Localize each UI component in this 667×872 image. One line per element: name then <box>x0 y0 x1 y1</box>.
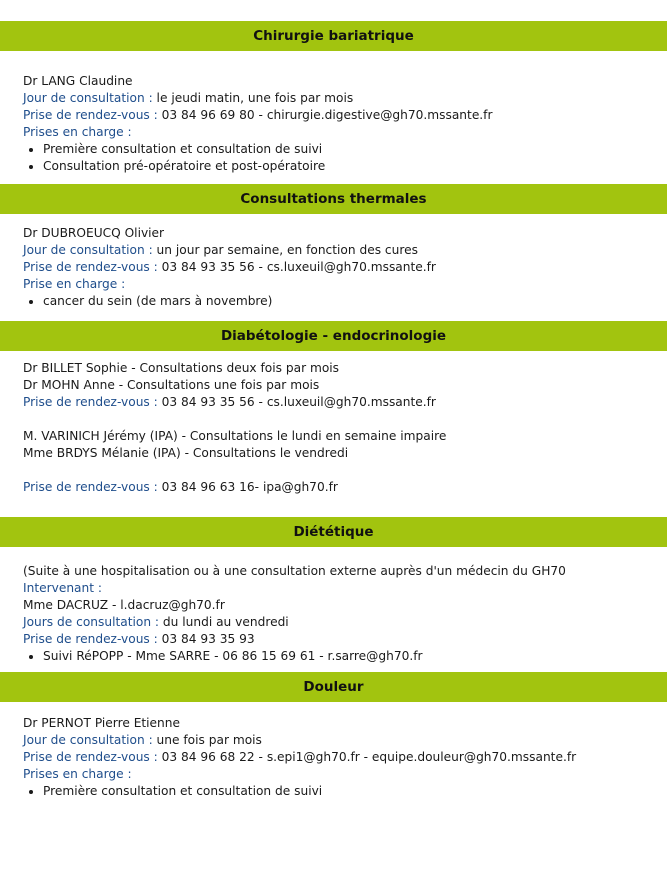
appointment-value: 03 84 93 35 56 - cs.luxeuil@gh70.mssante.fr <box>157 260 436 274</box>
doctor-name: Dr PERNOT Pierre Etienne <box>23 716 181 730</box>
list-item: Première consultation et consultation de suivi <box>23 141 653 158</box>
care-list <box>23 648 653 665</box>
ipa-line: Mme BRDYS Mélanie (IPA) - Consultations le vendredi <box>23 446 349 460</box>
appointment <box>23 631 653 648</box>
consultation-day-label: Jour de consultation : <box>23 91 153 105</box>
appointment-value: 03 84 96 69 80 - chirurgie.digestive@gh70.mssante.fr <box>157 108 493 122</box>
spacer <box>23 411 653 428</box>
section-body-consultations-thermales <box>23 225 653 310</box>
appointment <box>23 479 653 496</box>
appointment <box>23 259 653 276</box>
consultation-day-value: une fois par mois <box>152 733 262 747</box>
care-list <box>23 141 653 175</box>
consultation-day-value: un jour par semaine, en fonction des cures <box>152 243 418 257</box>
list-item: cancer du sein (de mars à novembre) <box>23 293 653 310</box>
section-header-consultations-thermales: Consultations thermales <box>0 184 667 214</box>
doctor-name: Dr LANG Claudine <box>23 74 133 88</box>
spacer <box>23 462 653 479</box>
section-header-douleur: Douleur <box>0 672 667 702</box>
appointment-label: Prise de rendez-vous : <box>23 480 158 494</box>
consultation-day-label: Jour de consultation : <box>23 733 153 747</box>
appointment <box>23 394 653 411</box>
consultation-days-label: Jours de consultation : <box>23 615 160 629</box>
section-body-diabetologie-endocrinologie <box>23 360 653 496</box>
appointment-label: Prise de rendez-vous : <box>23 395 158 409</box>
appointment-label: Prise de rendez-vous : <box>23 750 158 764</box>
appointment-label: Prise de rendez-vous : <box>23 108 158 122</box>
section-body-dietetique <box>23 563 653 665</box>
care-label: Prises en charge : <box>23 767 132 781</box>
ipa-line: M. VARINICH Jérémy (IPA) - Consultations le lundi en semaine impaire <box>23 429 447 443</box>
consultation-day-value: le jeudi matin, une fois par mois <box>152 91 354 105</box>
doctor-line: Dr BILLET Sophie - Consultations deux fois par mois <box>23 361 340 375</box>
section-header-chirurgie-bariatrique: Chirurgie bariatrique <box>0 21 667 51</box>
section-header-dietetique: Diététique <box>0 517 667 547</box>
care-list <box>23 783 653 800</box>
section-header-diabetologie-endocrinologie: Diabétologie - endocrinologie <box>0 321 667 351</box>
intro-text: (Suite à une hospitalisation ou à une consultation externe auprès d'un médecin du GH70 <box>23 564 566 578</box>
intervenant-label: Intervenant : <box>23 581 102 595</box>
list-item: Première consultation et consultation de suivi <box>23 783 653 800</box>
appointment-value: 03 84 96 63 16- ipa@gh70.fr <box>157 480 338 494</box>
list-item: Suivi RéPOPP - Mme SARRE - 06 86 15 69 61 - r.sarre@gh70.fr <box>23 648 653 665</box>
appointment-value: 03 84 96 68 22 - s.epi1@gh70.fr - equipe.douleur@gh70.mssante.fr <box>157 750 577 764</box>
doctor-line: Dr MOHN Anne - Consultations une fois par mois <box>23 378 320 392</box>
consultation-days-value: du lundi au vendredi <box>159 615 289 629</box>
consultation-day <box>23 90 653 107</box>
appointment-label: Prise de rendez-vous : <box>23 632 158 646</box>
appointment-label: Prise de rendez-vous : <box>23 260 158 274</box>
consultation-day <box>23 732 653 749</box>
appointment <box>23 107 653 124</box>
consultation-days <box>23 614 653 631</box>
appointment <box>23 749 653 766</box>
section-body-douleur <box>23 715 653 800</box>
care-label: Prise en charge : <box>23 277 126 291</box>
list-item: Consultation pré-opératoire et post-opératoire <box>23 158 653 175</box>
doctor-name: Dr DUBROEUCQ Olivier <box>23 226 165 240</box>
appointment-value: 03 84 93 35 56 - cs.luxeuil@gh70.mssante.fr <box>157 395 436 409</box>
consultation-day-label: Jour de consultation : <box>23 243 153 257</box>
appointment-value: 03 84 93 35 93 <box>157 632 255 646</box>
care-label: Prises en charge : <box>23 125 132 139</box>
section-body-chirurgie-bariatrique <box>23 73 653 175</box>
consultation-day <box>23 242 653 259</box>
intervenant-value: Mme DACRUZ - l.dacruz@gh70.fr <box>23 598 225 612</box>
care-list <box>23 293 653 310</box>
